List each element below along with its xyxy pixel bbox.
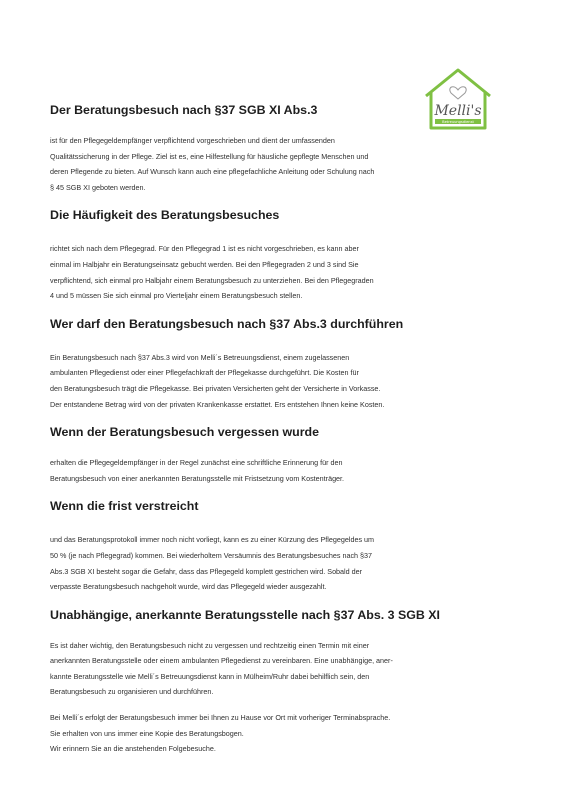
text-line: anerkannten Beratungsstelle oder einem ambulanten Pflegedienst zu vereinbaren. Eine unabhängige, aner- [50, 656, 393, 666]
text-line: Qualitätssicherung in der Pflege. Ziel ist es, eine Hilfestellung für häusliche gepflegte Menschen und [50, 151, 369, 161]
text-line: den Beratungsbesuch trägt die Pflegekasse. Bei privaten Versicherten geht der Versicherte in Vorkasse. [50, 383, 381, 393]
section-wer-darf [50, 316, 520, 412]
text-line: einmal im Halbjahr ein Beratungseinsatz gebucht werden. Bei den Pflegegraden 2 und 3 sind Sie [50, 259, 359, 269]
logo-text: Melli's [434, 103, 482, 119]
text-line: Beratungsbesuch von einer anerkannten Beratungsstelle mit Fristsetzung vom Kostenträger. [50, 473, 345, 483]
text-line: ambulanten Pflegedienst oder einer Pflegefachkraft der Pflegekasse durchgeführt. Die Kosten für [50, 368, 359, 378]
document-body [50, 102, 520, 757]
section-title: Die Häufigkeit des Beratungsbesuches [50, 208, 280, 223]
text-line: kannte Beratungsstelle wie Melli´s Betreuungsdienst kann in Mülheim/Ruhr dabei behilflich sein, den [50, 671, 370, 681]
text-line: erhalten die Pflegegeldempfänger in der Regel zunächst eine schriftliche Erinnerung für den [50, 458, 343, 468]
text-line: 4 und 5 müssen Sie sich einmal pro Vierteljahr einem Beratungsbesuch stellen. [50, 291, 303, 301]
section-haeufigkeit [50, 207, 520, 303]
section-vergessen [50, 424, 520, 486]
text-line: Wir erinnern Sie an die anstehenden Folgebesuche. [50, 744, 216, 754]
section-title: Wenn der Beratungsbesuch vergessen wurde [50, 425, 320, 440]
text-line: 50 % (je nach Pflegegrad) kommen. Bei wiederholtem Versäumnis des Beratungsbesuches nach §37 [50, 550, 373, 560]
section-text [50, 532, 520, 594]
section-title: Wer darf den Beratungsbesuch nach §37 Abs.3 durchführen [50, 316, 404, 331]
section-text [50, 241, 520, 303]
section-title: Unabhängige, anerkannte Beratungsstelle nach §37 Abs. 3 SGB XI [50, 607, 440, 622]
text-line: Ein Beratungsbesuch nach §37 Abs.3 wird von Melli´s Betreuungsdienst, einem zugelassenen [50, 352, 350, 362]
section-text [50, 133, 520, 195]
text-line: § 45 SGB XI geboten werden. [50, 182, 146, 192]
text-line: deren Pflegende zu bieten. Auf Wunsch kann auch eine pflegefachliche Anleitung oder Schulung nach [50, 167, 375, 177]
section-text [50, 638, 520, 700]
text-line: verpflichtend, sich einmal pro Halbjahr einem Beratungsbesuch zu unterziehen. Bei den Pflegegraden [50, 275, 374, 285]
section-text [50, 350, 520, 412]
text-line: Beratungsbesuch zu organisieren und durchführen. [50, 687, 214, 697]
section-beratungsstelle [50, 607, 520, 757]
text-line: Sie erhalten von uns immer eine Kopie des Beratungsbogen. [50, 728, 244, 738]
text-line: Es ist daher wichtig, den Beratungsbesuch nicht zu vergessen und rechtzeitig einen Termin mit einer [50, 640, 370, 650]
text-line: Abs.3 SGB XI besteht sogar die Gefahr, dass das Pflegegeld komplett gestrichen wird. Sobald der [50, 566, 363, 576]
section-text [50, 455, 520, 486]
text-line: richtet sich nach dem Pflegegrad. Für den Pflegegrad 1 ist es nicht vorgeschrieben, es kann aber [50, 244, 359, 254]
section-title: Der Beratungsbesuch nach §37 SGB XI Abs.3 [50, 103, 318, 117]
text-line: Bei Melli´s erfolgt der Beratungsbesuch immer bei Ihnen zu Hause vor Ort mit vorheriger Terminabsprache. [50, 713, 391, 723]
section-text-extra [50, 710, 520, 757]
section-beratungsbesuch [50, 102, 520, 195]
logo-subtext: Betreuungsdienst [442, 120, 474, 124]
text-line: und das Beratungsprotokoll immer noch nicht vorliegt, kann es zu einer Kürzung des Pflegegeldes um [50, 535, 375, 545]
section-frist [50, 498, 520, 594]
text-line: verpasste Beratungsbesuch nachgeholt wurde, wird das Pflegegeld wieder ausgezahlt. [50, 582, 327, 592]
text-line: ist für den Pflegegeldempfänger verpflichtend vorgeschrieben und dient der umfassenden [50, 136, 335, 145]
text-line: Der entstandene Betrag wird von der privaten Krankenkasse erstattet. Ers entstehen Ihnen keine Kosten. [50, 399, 385, 409]
section-title: Wenn die frist verstreicht [50, 499, 199, 514]
